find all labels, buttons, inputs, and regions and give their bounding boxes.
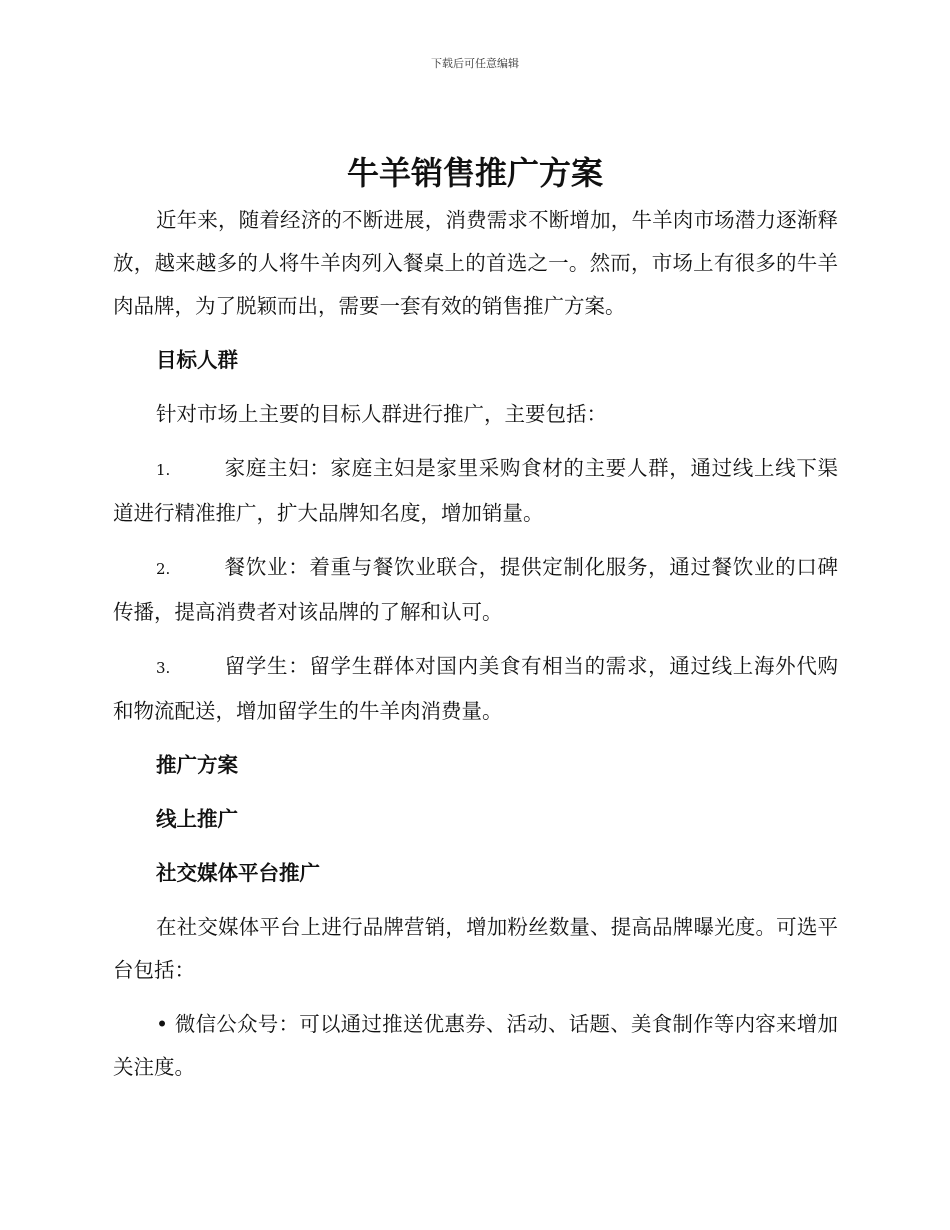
target-lead-paragraph: 针对市场上主要的目标人群进行推广，主要包括：: [156, 402, 607, 426]
subsection-heading-social: 社交媒体平台推广: [156, 861, 320, 885]
list-item-text: 餐饮业：着重与餐饮业联合，提供定制化服务，通过餐饮业的口碑传播，提高消费者对该品牌的了解和认可。: [113, 555, 838, 624]
header-note: 下载后可任意编辑: [431, 57, 519, 70]
list-item: [113, 546, 838, 634]
document-body: [113, 199, 838, 1100]
section-heading-target: 目标人群: [156, 348, 238, 372]
social-media-paragraph: 在社交媒体平台上进行品牌营销，增加粉丝数量、提高品牌曝光度。可选平台包括：: [113, 915, 838, 982]
intro-paragraph: 近年来，随着经济的不断进展，消费需求不断增加，牛羊肉市场潜力逐渐释放，越来越多的人将牛羊肉列入餐桌上的首选之一。然而，市场上有很多的牛羊肉品牌，为了脱颖而出，需要一套有效的销售推广方案。: [113, 208, 838, 318]
list-item-number: 1.: [156, 461, 171, 479]
list-item-text: 留学生：留学生群体对国内美食有相当的需求，通过线上海外代购和物流配送，增加留学生的牛羊肉消费量。: [113, 654, 838, 723]
list-item-text: 家庭主妇：家庭主妇是家里采购食材的主要人群，通过线上线下渠道进行精准推广，扩大品牌知名度，增加销量。: [113, 456, 838, 525]
document-title: 牛羊销售推广方案: [346, 154, 603, 192]
section-heading-promo: 推广方案: [156, 753, 238, 777]
subsection-heading-online: 线上推广: [156, 807, 238, 831]
list-item-number: 3.: [156, 659, 171, 677]
list-item-number: 2.: [156, 560, 171, 578]
list-item: [113, 447, 838, 535]
bullet-item: • 微信公众号：可以通过推送优惠券、活动、话题、美食制作等内容来增加关注度。: [113, 1012, 838, 1079]
list-item: [113, 645, 838, 733]
